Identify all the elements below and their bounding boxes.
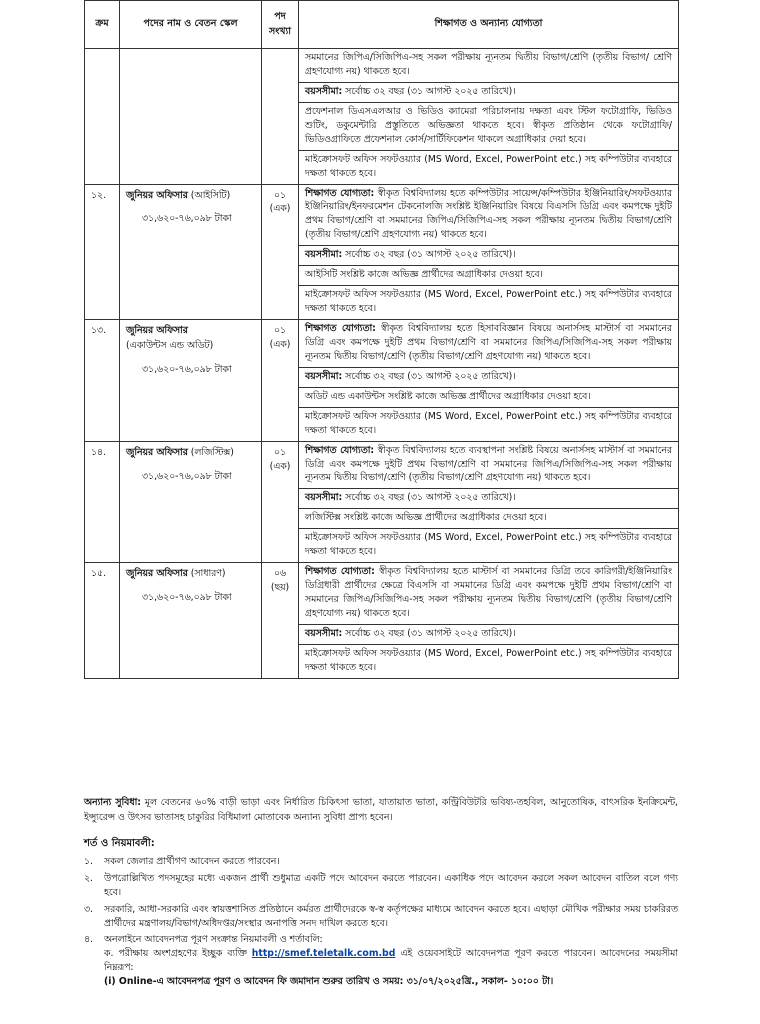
- header-qualification: শিক্ষাগত ও অন্যান্য যোগ্যতা: [299, 1, 679, 49]
- qual-text: শিক্ষাগত যোগ্যতা: স্বীকৃত বিশ্ববিদ্যালয় হতে হিসাববিজ্ঞান বিষয়ে অনার্সসহ মাস্টার্স বা সমমানের ডিগ্রি এবং কমপক্ষে দুইটি প্রথম বিভাগ/শ্রেণি বা সমমানের জিপিএ/সিজিপিএ-সহ সকল পরীক্ষায় ন্যূনতম দ্বিতীয় বিভাগ/শ্রেণি (তৃতীয় বিভাগ/শ্রেণি গ্রহণযোগ্য নয়) থাকতে হবে।: [299, 320, 678, 368]
- cell-empty: [120, 49, 262, 185]
- post-title: জুনিয়র অফিসার (সাধারণ): [126, 568, 226, 580]
- salary-scale: ৩১,৬২০-৭৬,০৯৮ টাকা: [142, 470, 232, 482]
- qual-text: শিক্ষাগত যোগ্যতা: স্বীকৃত বিশ্ববিদ্যালয় হতে মাস্টার্স বা সমমানের ডিগ্রি তবে কারিগরী/ইঞ্জিনিয়ারিং ডিগ্রিধারী প্রার্থীদের ক্ষেত্রে বিএসসি বা সমমানের ডিগ্রি এবং কমপক্ষে দুইটি প্রথম বিভাগ/শ্রেণি বা সমমানের জিপিএ/সিজিপিএ-সহ সকল পরীক্ষায় ন্যূনতম দ্বিতীয় বিভাগ/শ্রেণি (তৃতীয় বিভাগ/শ্রেণি গ্রহণযোগ্য নয়) থাকতে হবে।: [299, 563, 678, 625]
- qual-text: বয়সসীমা: সর্বোচ্চ ৩২ বছর (৩১ আগস্ট ২০২৫ তারিখে)।: [299, 83, 678, 103]
- post-count-cell: [262, 184, 299, 320]
- post-count-cell: [262, 441, 299, 563]
- other-facilities: [84, 796, 678, 826]
- facilities-label: অন্যান্য সুবিধা:: [84, 797, 141, 808]
- conditions-title: শর্ত ও নিয়মাবলী:: [84, 837, 155, 849]
- positions-table: [84, 0, 679, 679]
- qual-text: শিক্ষাগত যোগ্যতা: স্বীকৃত বিশ্ববিদ্যালয় হতে ব্যবস্থাপনা সংশ্লিষ্ট বিষয়ে অনার্সসহ মাস্টার্স বা সমমানের ডিগ্রি এবং কমপক্ষে দুইটি প্রথম বিভাগ/শ্রেণি বা সমমানের জিপিএ/সিজিপিএ-সহ সকল পরীক্ষায় ন্যূনতম দ্বিতীয় বিভাগ/শ্রেণি (তৃতীয় বিভাগ/শ্রেণি গ্রহণযোগ্য নয়) থাকতে হবে।: [299, 442, 678, 490]
- post-count-word: (এক): [269, 338, 291, 350]
- qual-text: মাইক্রোসফট অফিস সফটওয়্যার (MS Word, Excel, PowerPoint etc.) সহ কম্পিউটার ব্যবহারে দক্ষতা থাকতে হবে।: [305, 532, 672, 558]
- table-row-continuation: [85, 49, 679, 185]
- post-cell: [120, 184, 262, 320]
- qual-text: বয়সসীমা: সর্বোচ্চ ৩২ বছর (৩১ আগস্ট ২০২৫ তারিখে)।: [299, 489, 678, 509]
- qual-text: মাইক্রোসফট অফিস সফটওয়্যার (MS Word, Excel, PowerPoint etc.) সহ কম্পিউটার ব্যবহারে দক্ষতা থাকতে হবে।: [305, 289, 672, 315]
- serial-number: ১৪.: [85, 441, 120, 563]
- post-count: ০৬: [273, 568, 287, 580]
- salary-scale: ৩১,৬২০-৭৬,০৯৮ টাকা: [142, 363, 232, 375]
- qual-text: আইসিটি সংশ্লিষ্ট কাজে অভিজ্ঞ প্রার্থীদের অগ্রাধিকার দেওয়া হবে।: [299, 266, 678, 286]
- post-cell: [120, 441, 262, 563]
- sub-item-a: ক. পরীক্ষায় অংশগ্রহণের ইচ্ছুক ব্যক্তি http://smef.teletalk.com.bd এই ওয়েবসাইটে আবেদনপত্র পূরণ করতে পারবেন। আবেদনের সময়সীমা নিম্নরূপ:: [104, 948, 678, 974]
- post-count-cell: [262, 320, 299, 442]
- qual-text: মাইক্রোসফট অফিস সফটওয়্যার (MS Word, Excel, PowerPoint etc.) সহ কম্পিউটার ব্যবহারে দক্ষতা থাকতে হবে।: [305, 153, 672, 179]
- qualification-cell: [299, 563, 679, 679]
- header-post-name: পদের নাম ও বেতন স্কেল: [120, 1, 262, 49]
- qualification-cell: [299, 184, 679, 320]
- salary-scale: ৩১,৬২০-৭৬,০৯৮ টাকা: [142, 213, 232, 225]
- post-count: ০১: [273, 189, 287, 201]
- post-cell: [120, 320, 262, 442]
- qual-text: প্রফেশনাল ডিএসএলআর ও ভিডিও ক্যামেরা পরিচালনায় দক্ষতা এবং স্টিল ফটোগ্রাফি, ভিডিও শুটিং, ডকুমেন্টারি প্রস্তুতিতে অভিজ্ঞতা থাকতে হবে। স্বীকৃত প্রতিষ্ঠান থেকে ফটোগ্রাফি/ ভিডিওগ্রাফিতে প্রফেশনাল কোর্স/সার্টিফিকেশন থাকলে অগ্রাধিকার দেয়া হবে।: [299, 103, 678, 151]
- notes-section: [84, 796, 678, 992]
- table-row: [85, 563, 679, 679]
- post-title: জুনিয়র অফিসার (লজিস্টিক্স): [126, 446, 234, 458]
- post-count: ০১: [273, 446, 287, 458]
- facilities-text: মূল বেতনের ৬০% বাড়ী ভাড়া এবং নির্ধারিত চিকিৎসা ভাতা, যাতায়াত ভাতা, কন্ট্রিবিউটরি ভবিষ্য-তহবিল, আনুতোষিক, বাৎসরিক ইনক্রিমেন্ট, ইন্স্যুরেন্স ও উৎসব ভাতাসহ চাকুরির বিধিমালা মোতাবেক অন্যান্য সুবিধা প্রাপ্য হবেন।: [84, 797, 679, 823]
- post-subtitle: (একাউন্টস এন্ড অডিট): [126, 339, 214, 351]
- qual-text: বয়সসীমা: সর্বোচ্চ ৩২ বছর (৩১ আগস্ট ২০২৫ তারিখে)।: [299, 368, 678, 388]
- post-count-word: (ছয়): [270, 582, 290, 594]
- qual-text: শিক্ষাগত যোগ্যতা: স্বীকৃত বিশ্ববিদ্যালয় হতে কম্পিউটার সায়েন্স/কম্পিউটার ইঞ্জিনিয়ারিং/সফটওয়্যার ইঞ্জিনিয়ারিং/ইনফরমেশন টেকনোলজি সংশ্লিষ্ট ইঞ্জিনিয়ারিং বিষয়ে বিএসসি ডিগ্রি এবং কমপক্ষে দুইটি প্রথম বিভাগ/শ্রেণি বা সমমানের জিপিএ/সিজিপিএ-সহ সকল পরীক্ষায় ন্যূনতম দ্বিতীয় বিভাগ/শ্রেণি (তৃতীয় বিভাগ/শ্রেণি গ্রহণযোগ্য নয়) থাকতে হবে।: [299, 185, 678, 247]
- serial-number: ১৫.: [85, 563, 120, 679]
- post-title: জুনিয়র অফিসার (আইসিটি): [126, 189, 231, 201]
- qual-text: মাইক্রোসফট অফিস সফটওয়্যার (MS Word, Excel, PowerPoint etc.) সহ কম্পিউটার ব্যবহারে দক্ষতা থাকতে হবে।: [305, 410, 672, 436]
- sub-item-i: (i) Online-এ আবেদনপত্র পূরণ ও আবেদন ফি জমাদান শুরুর তারিখ ও সময়: ৩১/০৭/২০২৫খ্রি., সকাল- ১০:০০ টা।: [104, 976, 554, 988]
- qual-text: লজিস্টিক্স সংশ্লিষ্ট কাজে অভিজ্ঞ প্রার্থীদের অগ্রাধিকার দেওয়া হবে।: [299, 509, 678, 529]
- list-item: ৩. সরকারি, আধা-সরকারি এবং স্বায়ত্তশাসিত প্রতিষ্ঠানে কর্মরত প্রার্থীদেরকে স্ব-স্ব কর্তৃপক্ষের মাধ্যমে আবেদন করতে হবে। এছাড়া মৌখিক পরীক্ষার সময় চাকরিরত প্রার্থীদের মন্ত্রণালয়/বিভাগ/অধিদপ্তর/সংস্থার অনাপত্তি সনদ দাখিল করতে হবে।: [84, 903, 678, 929]
- list-item: ১. সকল জেলার প্রার্থীগণ আবেদন করতে পারবেন।: [84, 855, 280, 867]
- qual-text: মাইক্রোসফট অফিস সফটওয়্যার (MS Word, Excel, PowerPoint etc.) সহ কম্পিউটার ব্যবহারে দক্ষতা থাকতে হবে।: [305, 647, 672, 673]
- post-count-cell: [262, 563, 299, 679]
- post-count: ০১: [273, 325, 287, 336]
- application-website-link[interactable]: http://smef.teletalk.com.bd: [251, 948, 396, 960]
- table-row: [85, 184, 679, 320]
- salary-scale: ৩১,৬২০-৭৬,০৯৮ টাকা: [142, 592, 232, 604]
- conditions-list: [84, 855, 678, 989]
- serial-number: ১৩.: [85, 320, 120, 442]
- serial-number: ১২.: [85, 184, 120, 320]
- header-serial: ক্রম: [85, 1, 120, 49]
- post-count-word: (এক): [269, 460, 291, 472]
- table-header-row: [85, 1, 679, 49]
- post-count-word: (এক): [269, 203, 291, 215]
- header-post-count: পদ সংখ্যা: [262, 1, 299, 49]
- qualification-cell: [299, 49, 679, 185]
- qual-text: বয়সসীমা: সর্বোচ্চ ৩২ বছর (৩১ আগস্ট ২০২৫ তারিখে)।: [299, 246, 678, 266]
- qual-text: অডিট এন্ড একাউন্টস সংশ্লিষ্ট কাজে অভিজ্ঞ প্রার্থীদের অগ্রাধিকার দেওয়া হবে।: [299, 388, 678, 408]
- qualification-cell: [299, 441, 679, 563]
- cell-empty: [262, 49, 299, 185]
- list-item: ২. উপরোল্লিখিত পদসমূহের মধ্যে একজন প্রার্থী শুধুমাত্র একটি পদে আবেদন করতে পারবেন। একাধিক পদে আবেদন করলে সকল আবেদন বাতিল বলে গণ্য হবে।: [84, 872, 678, 898]
- table-row: [85, 441, 679, 563]
- cell-empty: [85, 49, 120, 185]
- post-cell: [120, 563, 262, 679]
- qual-text: সমমানের জিপিএ/সিজিপিএ-সহ সকল পরীক্ষায় ন্যূনতম দ্বিতীয় বিভাগ/শ্রেণি (তৃতীয় বিভাগ/ শ্রেণি গ্রহণযোগ্য নয়) থাকতে হবে।: [299, 49, 678, 83]
- qual-text: বয়সসীমা: সর্বোচ্চ ৩২ বছর (৩১ আগস্ট ২০২৫ তারিখে)।: [299, 625, 678, 645]
- qualification-cell: [299, 320, 679, 442]
- post-title: জুনিয়র অফিসার: [126, 325, 188, 336]
- list-item: ৪. অনলাইনে আবেদনপত্র পূরণ সংক্রান্ত নিয়মাবলী ও শর্তাবলি: ক. পরীক্ষায় অংশগ্রহণের ইচ্ছুক ব্যক্তি http://smef.teletalk.com.bd এই ওয়েবসাইটে আবেদনপত্র পূরণ করতে পারবেন। আবেদনের সময়সীমা নিম্নরূপ: (i) Online-এ আবেদনপত্র পূরণ ও আবেদন ফি জমাদান শুরুর তারিখ ও সময়: ৩১/০৭/২০২৫খ্রি., সকাল- ১০:০০ টা।: [84, 934, 678, 988]
- table-row: [85, 320, 679, 442]
